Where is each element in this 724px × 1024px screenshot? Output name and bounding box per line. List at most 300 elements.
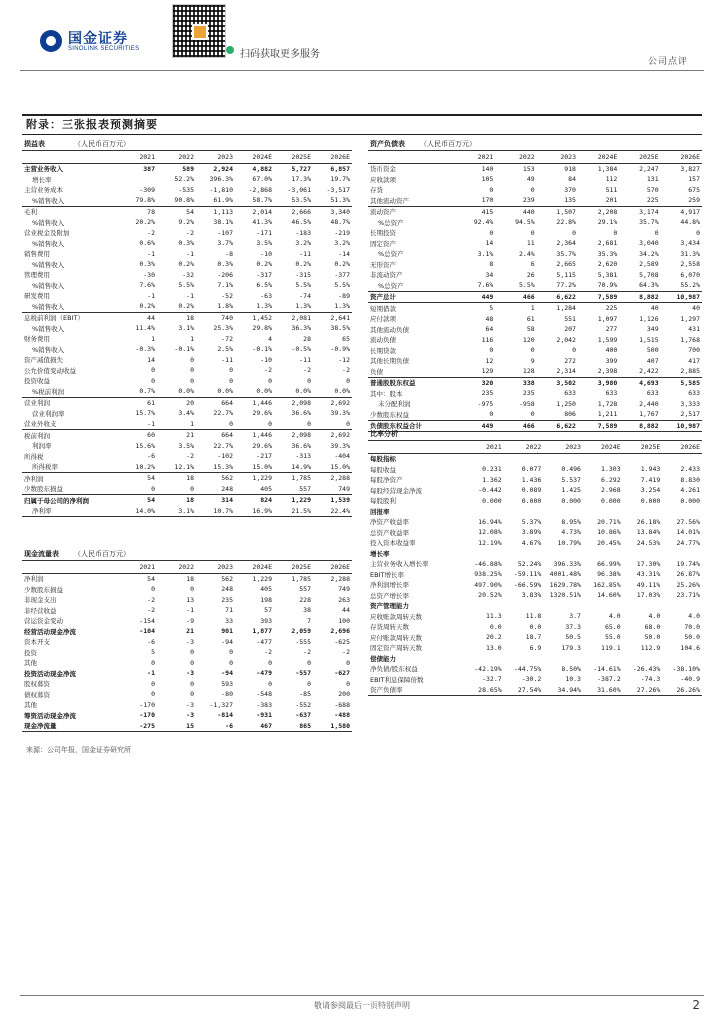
table-row [22,291,352,302]
table-row [368,314,702,325]
value-cell: 338 [522,378,535,387]
value-cell: 0.2% [178,260,194,269]
row-label: 股权募资 [24,680,50,689]
value-cell [623,548,663,559]
value-cell: 128 [495,366,536,377]
value-cell [662,506,702,517]
table-row [22,495,352,506]
row-label: 现金净流量 [22,721,118,732]
row-label: 研发费用 [24,292,50,301]
value-cell [583,601,623,612]
value-cell: 5 [489,304,494,313]
value-cell: -94 [221,637,233,646]
row-label: 公允价值变动收益 [24,366,76,375]
value-cell: 0 [307,679,311,688]
value-cell: 16.9% [235,506,274,517]
value-cell: 10.7% [196,506,235,517]
value-cell: -2 [342,648,350,657]
year-header-row [22,152,352,163]
table-row [368,163,702,174]
value-cell: 675 [688,185,700,194]
value-cell: 918 [564,164,576,173]
value-cell: 2,059 [291,627,311,636]
value-cell: 0.231 [482,465,502,474]
value-cell: 320 [481,378,494,387]
value-cell: 5.37% [521,517,542,526]
row-label: 净利润增长率 [370,581,409,590]
qr-caption: 扫码获取更多服务 [240,49,320,60]
value-cell: 24.53% [636,538,661,547]
value-cell: 393 [260,616,272,625]
value-cell: 26.87% [676,570,700,579]
cashflow-header [22,548,352,561]
value-cell: 21 [186,431,194,440]
value-cell: 4,917 [680,207,700,216]
value-cell: 58 [526,325,535,334]
value-cell: 1 [190,334,194,343]
value-cell: 400 [605,346,618,355]
row-label: 非流动资产 [370,271,403,280]
value-cell: -317 [256,270,272,279]
value-cell: 15 [157,721,196,732]
value-cell: 7.419 [640,475,661,484]
table-row [22,408,352,419]
table-row [368,517,702,528]
row-label: 净负债/股东权益 [370,665,418,674]
row-label: 应付款项 [370,315,396,324]
table-row [368,601,702,612]
value-cell: 0 [229,648,233,657]
value-cell: 511 [605,185,618,194]
value-cell: 17.3% [291,175,311,184]
value-cell: -2 [147,228,155,237]
table-row [368,259,702,270]
value-cell: 2,924 [213,164,233,173]
value-cell: 0 [190,376,194,385]
value-cell: 6,857 [330,164,350,173]
value-cell: 1,229 [252,574,272,583]
value-cell: 0.2% [256,260,272,269]
value-cell: 9.2% [178,218,194,227]
value-cell: 0 [190,585,194,594]
value-cell: 5,727 [291,164,311,173]
value-cell: 1 [157,419,196,430]
table-row [22,647,352,658]
value-cell: 0 [495,409,536,420]
row-label: EBIT利息保障倍数 [370,675,424,684]
value-cell [662,453,702,464]
value-cell: 2,042 [556,335,576,344]
row-label: 负债股东权益合计 [368,420,454,432]
value-cell: 54 [147,496,155,505]
row-label: 投入资本收益率 [370,539,416,548]
table-row [22,573,352,584]
year-header-cell: 2025E [623,442,663,453]
value-cell: -3 [186,669,194,678]
value-cell: 3.1% [178,324,194,333]
value-cell: 37.3 [565,622,581,631]
value-cell [464,601,504,612]
row-label: 销售费用 [24,250,50,259]
value-cell: 8.95% [561,517,581,526]
value-cell: 0.000 [680,496,700,505]
row-label: 其他 [24,659,37,668]
cashflow-title: 现金流量表 [24,550,59,558]
page-title: 附录：三张报表预测摘要 [26,118,158,131]
table-row [368,185,702,196]
value-cell: 8.830 [680,475,700,484]
value-cell: -2 [186,452,194,461]
value-cell: -85 [299,690,311,699]
value-cell: 3.89% [521,528,542,537]
table-row [22,637,352,648]
value-cell: 5.537 [561,475,581,484]
value-cell: -627 [334,669,350,678]
table-row [368,249,702,260]
value-cell: 7.6% [454,280,495,291]
year-header-cell: 2024E [583,442,623,453]
value-cell: 0 [151,690,155,699]
value-cell: 7.6% [139,281,155,290]
value-cell: 1,229 [291,496,311,505]
value-cell: 259 [661,195,702,206]
page-number: 2 [692,998,700,1012]
value-cell: -32.7 [482,675,502,684]
value-cell: 2,288 [330,474,350,483]
value-cell: -555 [295,637,311,646]
row-label: 其他 [24,701,37,710]
value-cell: 2,589 [639,260,659,269]
value-cell: 44 [342,606,350,615]
value-cell: 12.19% [478,538,502,547]
value-cell: 25.26% [676,580,700,589]
ratio-table [368,442,702,696]
value-cell [543,453,583,464]
value-cell [583,506,623,517]
value-cell: 1,728 [597,399,618,408]
value-cell [662,548,702,559]
table-row [22,334,352,345]
value-cell: 52.24% [517,559,542,568]
value-cell: -219 [334,228,350,237]
value-cell: 1,250 [556,399,576,408]
value-cell: 79.8% [118,195,157,206]
value-cell: -154 [139,616,155,625]
value-cell: 36.6% [291,441,311,450]
value-cell: 0 [190,658,194,667]
income-unit: （人民币百万元） [74,140,130,148]
value-cell: 112.9 [640,643,661,652]
value-cell: 55.0 [604,633,621,642]
row-label: 资产管理能力 [370,602,409,611]
value-cell: 824 [260,496,272,505]
row-label: 应收款项 [370,175,396,184]
value-cell: 1,785 [291,574,311,583]
value-cell: 0 [696,228,700,237]
value-cell: -30.2 [521,675,542,684]
value-cell: -80 [221,690,233,699]
table-row [368,174,702,185]
row-label: %总资产 [378,250,404,259]
row-label: 每股指标 [370,455,396,464]
value-cell: 3,980 [597,378,618,387]
value-cell: -170 [139,700,155,709]
value-cell: 13.84% [636,528,661,537]
value-cell: 17.03% [636,591,661,600]
row-label: 少数股东损益 [24,585,63,594]
value-cell: 92.4% [473,218,494,227]
value-cell: -59.11% [513,570,542,579]
value-cell: 277 [605,325,618,334]
table-row [22,323,352,334]
value-cell: -1 [186,606,194,615]
value-cell: -1 [118,419,157,430]
value-cell: 1320.51% [549,591,581,600]
value-cell: 0 [454,409,495,420]
value-cell: 0 [190,355,194,364]
row-label: %税前利润 [22,386,118,397]
value-cell: 50.0 [684,633,700,642]
logo-text-en: SINOLINK SECURITIES [68,46,140,52]
value-cell: 39.3% [330,441,350,450]
value-cell: 90.8% [157,195,196,206]
value-cell: 1,446 [252,398,272,407]
value-cell: -11 [299,355,311,364]
table-row [368,475,702,486]
value-cell: 157 [688,175,700,184]
value-cell: 0 [196,419,235,430]
table-row [22,616,352,627]
footer-disclaimer: 敬请参阅最后一页特别声明 [314,1001,410,1010]
value-cell: -2 [147,595,155,604]
value-cell: 449 [454,291,495,303]
value-cell: 2,666 [291,207,311,216]
value-cell: 3.1% [157,506,196,517]
value-cell: -2,868 [248,185,272,194]
value-cell: -9 [186,616,194,625]
value-cell: 3,333 [680,399,700,408]
value-cell: 26.26% [662,685,702,696]
value-cell: 0.000 [601,496,621,505]
value-cell: 2,014 [252,207,272,216]
table-row [22,376,352,387]
value-cell: -74 [299,291,311,300]
value-cell: 29.1% [597,218,618,227]
value-cell: 664 [221,398,233,407]
value-cell: 399 [605,356,618,365]
row-label: 每股股利 [370,497,396,506]
value-cell: 0.0 [529,622,542,631]
value-cell: 8.50% [561,664,581,673]
row-label: 短期借款 [370,304,396,313]
value-cell: 1,785 [291,474,311,483]
row-label: 营业利润 [24,399,50,408]
table-row [22,259,352,270]
value-cell: 0 [157,484,196,495]
value-cell: 0 [151,658,155,667]
value-cell: 54 [147,574,155,583]
value-cell: 225 [619,195,660,206]
value-cell: -1 [186,291,194,300]
value-cell: 6.9 [529,643,542,652]
value-cell: -1,327 [209,700,233,709]
logo-text-cn: 国金证券 [68,31,128,47]
value-cell: 3.2% [295,239,311,248]
value-cell: 18 [186,574,194,583]
value-cell: 28.65% [464,685,504,696]
row-label: %销售收入 [32,239,65,248]
value-cell: -2 [264,366,272,375]
value-cell: 0.0 [489,622,502,631]
value-cell: 201 [578,195,619,206]
value-cell [583,653,623,664]
table-row [22,217,352,228]
value-cell: 225 [605,304,618,313]
year-header-cell: 2024E [578,152,619,163]
row-label: 资本开支 [24,638,50,647]
value-cell: 116 [481,335,494,344]
table-row [22,689,352,700]
value-cell: -383 [256,700,272,709]
row-label: 毛利 [24,208,37,217]
value-cell: 1.3% [313,301,352,312]
year-header-row [368,442,702,453]
value-cell: 0.496 [561,465,581,474]
value-cell: 749 [313,484,352,495]
table-row [22,484,352,495]
value-cell: -11 [221,355,233,364]
year-header-cell: 2026E [661,152,702,163]
value-cell: 96.38% [597,570,621,579]
value-cell: 48.7% [330,218,350,227]
value-cell: 20.2% [135,218,155,227]
value-cell: 3.5% [178,441,194,450]
year-header-label [22,152,118,163]
row-label: 主营业务收入增长率 [370,560,429,569]
value-cell: 1,539 [330,496,350,505]
table-row [22,451,352,462]
value-cell [464,653,504,664]
value-cell: 9 [530,356,535,365]
value-cell: 65.0 [604,622,621,631]
year-header-cell: 2025E [274,562,313,573]
table-row [22,605,352,616]
value-cell: -12 [338,355,350,364]
value-cell: 633 [564,389,576,398]
value-cell [623,653,663,664]
value-cell: 4 [268,334,272,343]
value-cell: 1,507 [556,207,576,216]
table-row [368,366,702,377]
value-cell: 10,987 [661,420,702,432]
value-cell [662,601,702,612]
value-cell: 16.94% [478,517,502,526]
row-label: 税前利润 [24,431,50,440]
year-header-cell: 2021 [464,442,504,453]
value-cell: 1,284 [556,304,576,313]
value-cell: 0 [268,658,272,667]
value-cell: 40 [692,304,700,313]
value-cell: 405 [260,585,272,594]
value-cell: 0 [489,228,494,237]
value-cell: 3,340 [330,207,350,216]
table-row [368,496,702,507]
value-cell: -1 [147,291,155,300]
value-cell: -2 [186,228,194,237]
value-cell: 18.7 [525,633,542,642]
value-cell: -63 [260,291,272,300]
value-cell: 18 [186,313,194,322]
value-cell: -104 [139,627,155,636]
value-cell: 0 [313,419,352,430]
year-header-cell: 2025E [619,152,660,163]
year-header-row [368,152,702,163]
value-cell: 740 [221,313,233,322]
row-label: 利润率 [32,442,52,451]
value-cell [583,453,623,464]
table-row [22,710,352,721]
value-cell: 387 [143,164,155,173]
income-title: 损益表 [24,140,45,148]
row-label: 存货周转天数 [370,623,409,632]
row-label: 管理费用 [24,271,50,280]
table-row [22,301,352,312]
row-label: 增长率 [370,549,390,558]
value-cell: 0 [346,658,350,667]
value-cell: 4001.48% [549,570,581,579]
value-cell: 4.0 [608,612,621,621]
value-cell: 5.5% [178,281,194,290]
row-label: 应收账款周转天数 [370,612,422,621]
value-cell: 22.7% [213,409,233,418]
table-row [22,312,352,323]
table-row [368,195,702,206]
value-cell: -548 [256,690,272,699]
value-cell [464,506,504,517]
table-row [22,506,352,517]
value-cell: 6,070 [680,270,700,279]
value-cell: 272 [564,356,576,365]
value-cell: 263 [338,595,350,604]
value-cell: 2,440 [639,399,659,408]
value-cell: -3 [186,700,194,709]
value-cell: -625 [334,637,350,646]
row-label: 投资收益 [24,377,50,386]
table-row [368,674,702,685]
value-cell: 31.60% [583,685,623,696]
value-cell: 12 [485,356,494,365]
qr-center-icon [192,24,208,40]
row-label: 主营业务成本 [24,186,63,195]
value-cell: -6 [147,637,155,646]
value-cell: 1 [530,304,535,313]
value-cell: 1 [151,334,155,343]
table-row [22,344,352,355]
value-cell: 25.3% [213,324,233,333]
value-cell: 2,885 [661,366,702,377]
row-label: 流动负债 [370,336,396,345]
value-cell: 431 [688,325,700,334]
value-cell: -42.19% [474,664,502,673]
table-row [368,345,702,356]
value-cell: 0 [229,366,233,375]
value-cell: -975 [477,399,494,408]
value-cell: 2,288 [330,574,350,583]
value-cell: -102 [217,452,233,461]
value-cell: 61.9% [196,195,235,206]
value-cell: 64.3% [619,280,660,291]
value-cell: 6.292 [601,475,621,484]
